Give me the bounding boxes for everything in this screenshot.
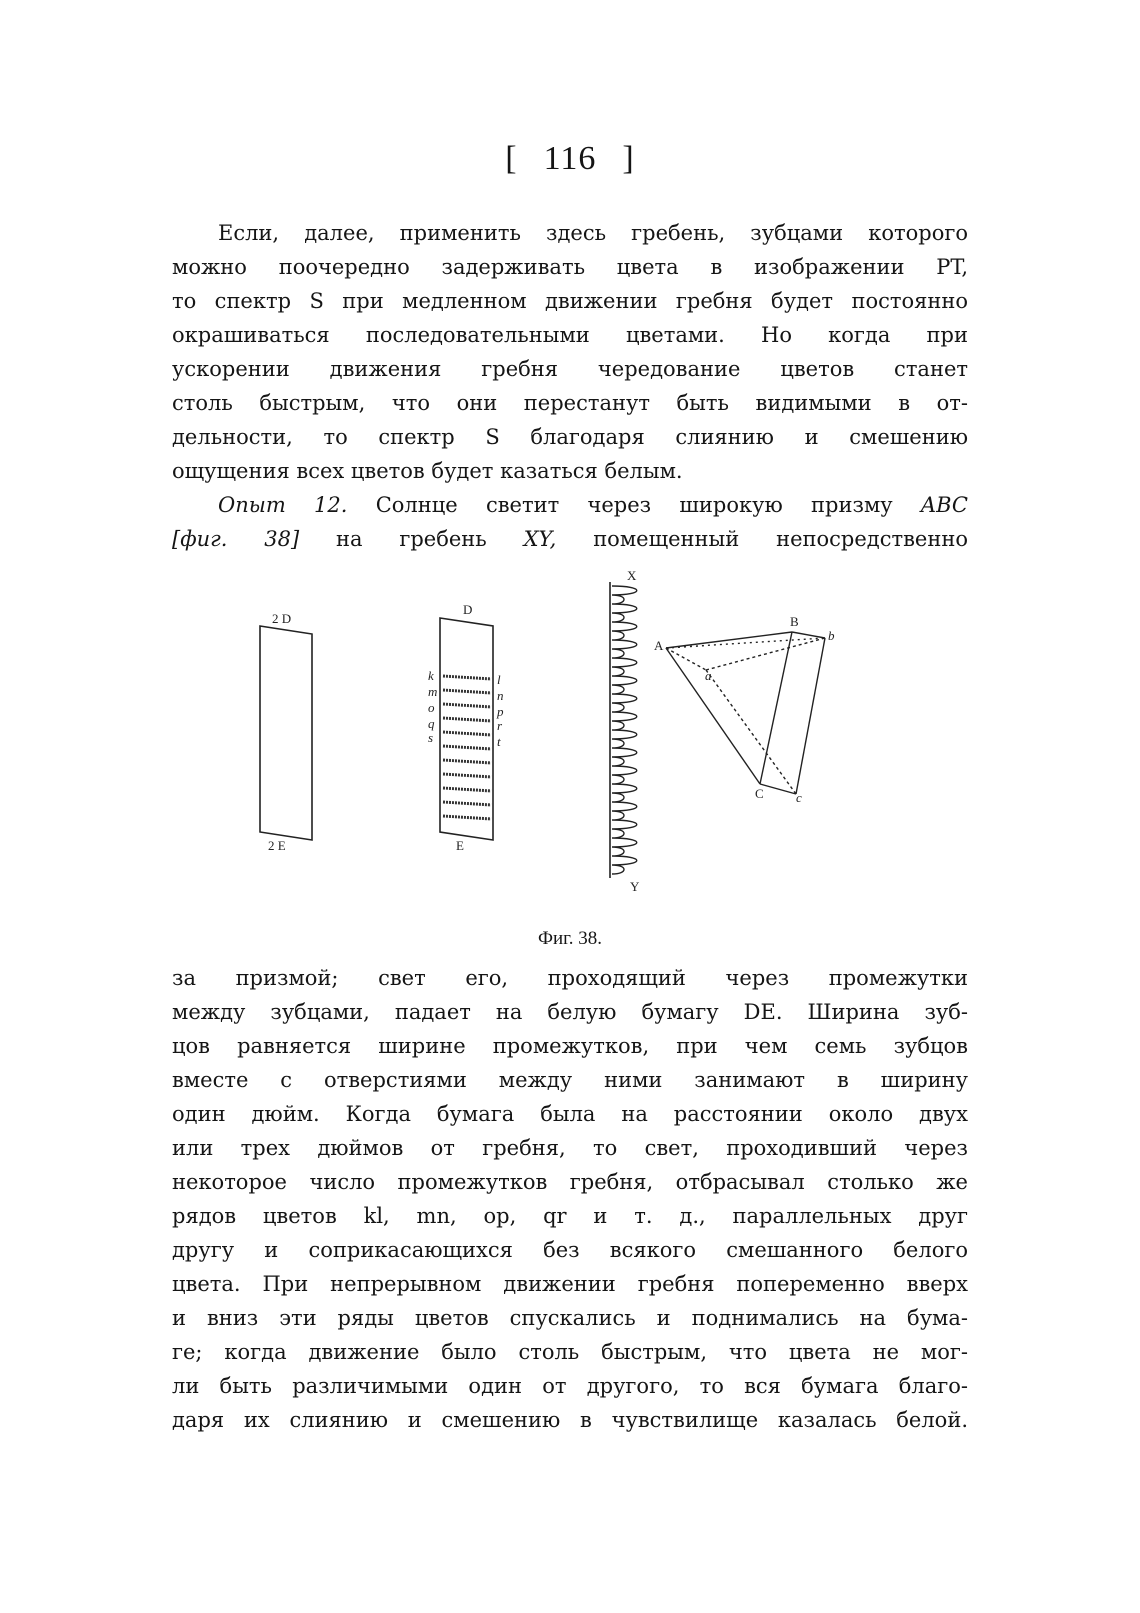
experiment-line-1: [172, 488, 968, 522]
text-line: Если, далее, применить здесь гребень, зубцами которого: [218, 221, 968, 245]
colour-band: [443, 816, 491, 819]
text-line: ощущения всех цветов будет казаться белым.: [172, 459, 683, 483]
band-letter-o: o: [428, 700, 435, 715]
colour-band: [443, 732, 491, 735]
text-line: ли быть различимыми один от другого, то вся бумага благо-: [172, 1374, 968, 1398]
text-span: Солнце светит через широкую призму: [375, 493, 893, 517]
colour-band: [443, 774, 491, 777]
colour-band: [443, 676, 491, 679]
text-line: вместе с отверстиями между ними занимают в ширину: [172, 1068, 968, 1092]
comb-teeth: [612, 586, 637, 874]
prism-label-text: ABC: [920, 493, 968, 517]
comb-top-label: X: [627, 568, 637, 583]
text-line: за призмой; свет его, проходящий через промежутки: [172, 966, 968, 990]
colour-band: [443, 704, 491, 707]
colour-band: [443, 746, 491, 749]
colour-band: [443, 718, 491, 721]
prism-vertex-b-small-label: b: [828, 628, 835, 643]
band-letter-q: q: [428, 716, 435, 731]
prism-vertex-a-label: A: [654, 638, 664, 653]
paper1-bottom-label: 2 E: [268, 838, 286, 853]
text-line: рядов цветов kl, mn, op, qr и т. д., параллельных друг: [172, 1204, 968, 1228]
text-line: некоторое число промежутков гребня, отбрасывал столько же: [172, 1170, 968, 1194]
figure-reference: [фиг. 38]: [172, 527, 300, 551]
paper-de: [440, 618, 493, 840]
band-letter-k: k: [428, 668, 434, 683]
text-span: помещенный непосредственно: [593, 527, 968, 551]
colour-band: [443, 760, 491, 763]
text-line: можно поочередно задерживать цвета в изображении PT,: [172, 255, 968, 279]
band-letter-r: r: [497, 718, 503, 733]
band-letter-m: m: [428, 684, 438, 699]
figure-38-drawing: [250, 568, 890, 918]
text-line: столь быстрым, что они перестанут быть видимыми в от-: [172, 391, 968, 415]
band-letter-p: p: [497, 704, 504, 719]
experiment-label: Опыт 12.: [218, 493, 348, 517]
text-line: цов равняется ширине промежутков, при чем семь зубцов: [172, 1034, 968, 1058]
text-line: между зубцами, падает на белую бумагу DE. Ширина зуб-: [172, 1000, 968, 1024]
text-span: на гребень: [336, 527, 487, 551]
paper2-top-label: D: [463, 602, 473, 617]
bracket-left: [: [505, 140, 518, 177]
text-line: окрашиваться последовательными цветами. Но когда при: [172, 323, 968, 347]
text-block-bottom: [172, 961, 968, 1437]
prism-vertex-c-label: C: [755, 786, 764, 801]
experiment-line-2: [172, 522, 968, 556]
paper-2de: [260, 626, 312, 840]
text-line: другу и соприкасающихся без всякого смешанного белого: [172, 1238, 968, 1262]
figure-caption: Фиг. 38.: [537, 928, 603, 949]
colour-bands: [443, 676, 491, 819]
prism-vertex-c-small-label: c: [796, 790, 802, 805]
paper2-bottom-label: E: [456, 838, 464, 853]
bracket-right: ]: [622, 140, 635, 177]
text-line: ускорении движения гребня чередование цветов станет: [172, 357, 968, 381]
paper1-top-label: 2 D: [272, 611, 292, 626]
text-line: дельности, то спектр S благодаря слиянию и смешению: [172, 425, 968, 449]
colour-band: [443, 788, 491, 791]
band-letter-s: s: [428, 730, 434, 745]
band-letter-l: l: [497, 672, 501, 687]
text-block-top: [172, 216, 968, 556]
prism-vertex-b-label: B: [790, 614, 799, 629]
band-letter-n: n: [497, 688, 504, 703]
comb-bottom-label: Y: [630, 879, 640, 894]
prism-vertex-a-small-label: a: [705, 668, 712, 683]
text-line: и вниз эти ряды цветов спускались и поднимались на бума-: [172, 1306, 968, 1330]
prism-abc: [666, 632, 825, 794]
text-line: или трех дюймов от гребня, то свет, проходивший через: [172, 1136, 968, 1160]
text-line: даря их слиянию и смешению в чувствилище казалась белой.: [172, 1408, 968, 1432]
text-line: то спектр S при медленном движении гребня будет постоянно: [172, 289, 968, 313]
page-number: 116: [543, 140, 597, 177]
text-line: ге; когда движение было столь быстрым, что цвета не мог-: [172, 1340, 968, 1364]
text-line: один дюйм. Когда бумага была на расстоянии около двух: [172, 1102, 968, 1126]
page-header: [0, 140, 1140, 178]
band-letter-t: t: [497, 734, 501, 749]
comb-label-text: XY,: [523, 527, 557, 551]
text-line: цвета. При непрерывном движении гребня попеременно вверх: [172, 1272, 968, 1296]
colour-band: [443, 802, 491, 805]
figure-38: [250, 568, 890, 918]
colour-band: [443, 690, 491, 693]
